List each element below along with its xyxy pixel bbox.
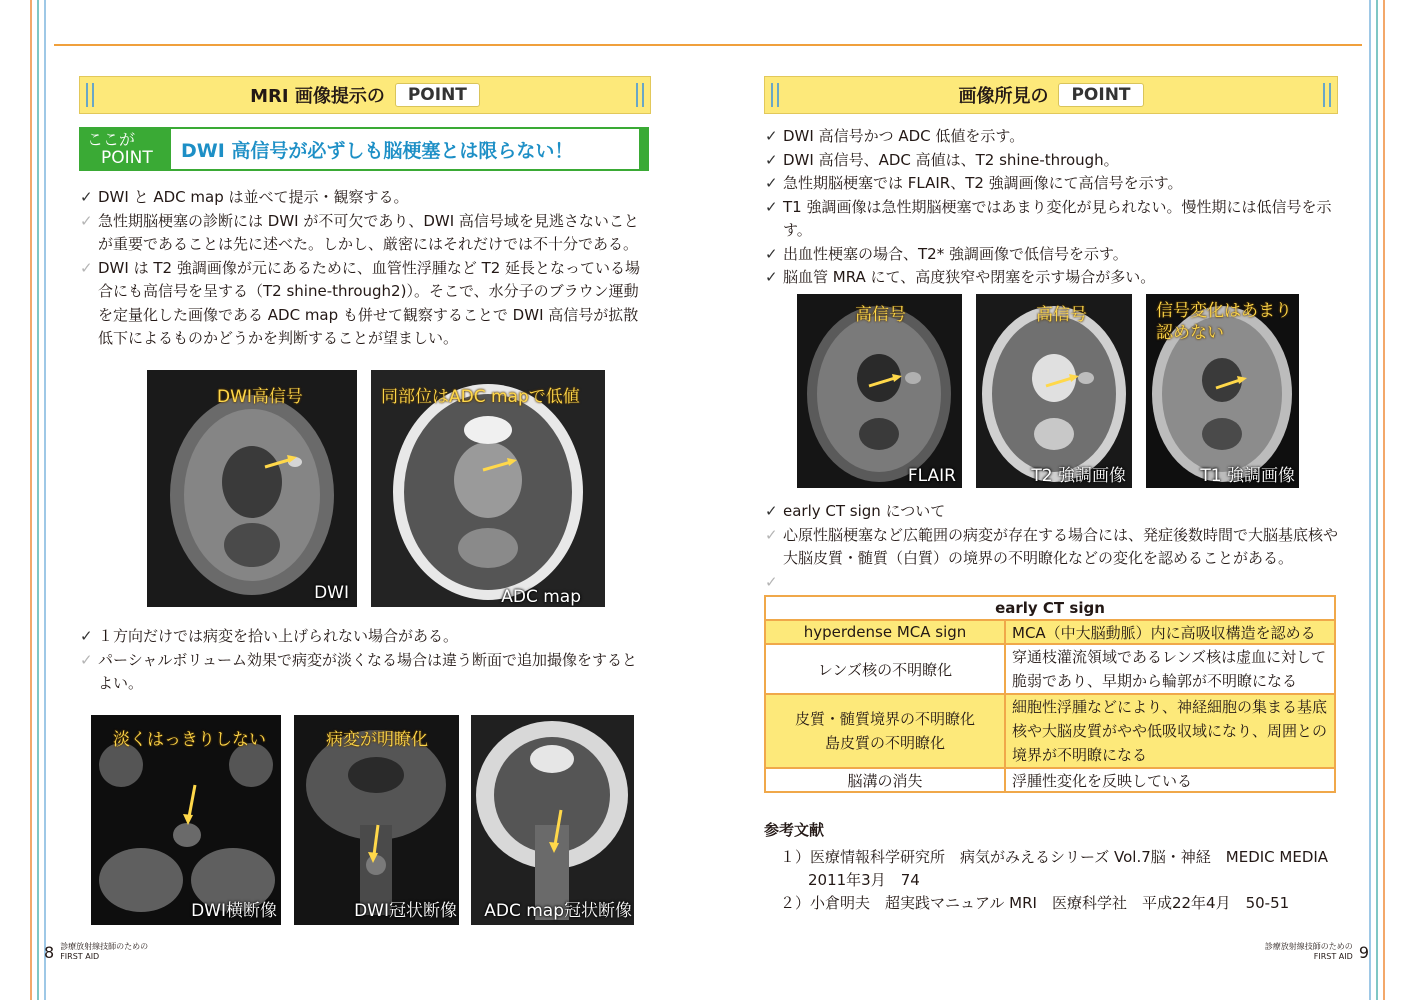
bullet-item [79,186,651,210]
book-title [60,942,148,962]
right-bullets-1 [764,125,1338,290]
desc-cell: 穿通枝灌流領域であるレンズ核は虚血に対して脆弱であり、早期から輪郭が不明瞭になる [1005,644,1335,694]
page-number: 8 [44,942,55,962]
bullet-item [764,571,1338,594]
footer-right [1265,942,1375,962]
check-icon: ✓ [765,268,778,286]
bullet-text: T1 強調画像は急性期脳梗塞ではあまり変化が見られない。慢性期には低信号を示す。 [783,197,1332,239]
findings-point-banner [764,76,1338,114]
bullet-text: early CT sign について [783,502,946,520]
figure-caption: 信号変化はあまり 認めない [1156,301,1292,343]
check-icon: ✓ [765,174,778,192]
bullet-item [764,243,1338,267]
references-title: 参考文献 [764,821,825,839]
adc-coronal-image [471,715,634,925]
koko-tag-line1: ここが [87,130,136,149]
bullet-item [79,649,651,696]
mri-point-banner [79,76,651,114]
bullet-item [79,625,651,649]
check-icon: ✓ [80,650,93,669]
bullet-text: 急性期脳梗塞では FLAIR、T2 強調画像にて高信号を示す。 [783,174,1183,192]
check-icon: ✓ [765,502,778,520]
banner-title: 画像所見の [958,86,1049,107]
early-ct-sign-table [764,595,1336,793]
references [764,819,1344,915]
bullet-item [764,196,1338,243]
figure-caption: 高信号 [1036,305,1087,325]
koko-point-box [79,127,649,171]
left-bullets-1 [79,186,651,351]
bullet-text: パーシャルボリューム効果で病変が淡くなる場合は違う断面で追加撮像をするとよい。 [98,650,637,692]
book-title-line1: 診療放射線技師のための [1264,942,1353,951]
image-label: DWI [314,583,349,603]
dwi-image [147,370,357,607]
table-row [765,620,1335,644]
page-number: 9 [1358,942,1369,962]
image-label: ADC map冠状断像 [484,901,632,921]
table-title: early CT sign [765,596,1335,620]
top-rule [54,44,1362,46]
book-title-line2: FIRST AID [60,952,100,961]
page-stripe-right [1383,0,1385,1000]
bullet-item [764,524,1338,571]
figure-caption: 同部位はADC mapで低値 [381,387,580,407]
check-icon: ✓ [765,244,778,263]
banner-edge-right [636,83,644,107]
banner-edge-left [86,83,94,107]
flair-image [797,294,962,488]
bullet-item [764,149,1338,173]
bullet-text: DWI と ADC map は並べて提示・観察する。 [98,188,409,206]
banner-edge-left [771,83,779,107]
sign-cell: レンズ核の不明瞭化 [765,644,1005,694]
bullet-text: １方向だけでは病変を拾い上げられない場合がある。 [98,627,459,645]
image-label: DWI横断像 [191,901,277,921]
bullet-item [764,125,1338,149]
check-icon: ✓ [765,572,778,591]
bullet-text: DWI 高信号、ADC 高値は、T2 shine-through。 [783,150,1119,169]
page-stripe-left [30,0,32,1000]
bullet-item [764,266,1338,290]
figure-caption: 病変が明瞭化 [326,730,428,750]
check-icon: ✓ [80,258,93,277]
table-row [765,768,1335,792]
dwi-axial-image [91,715,281,925]
check-icon: ✓ [765,525,778,544]
sign-cell: hyperdense MCA sign [765,620,1005,644]
desc-cell: 浮腫性変化を反映している [1005,768,1335,792]
bullet-text: 心原性脳梗塞など広範囲の病変が存在する場合には、発症後数時間で大脳基底核や大脳皮質・髄質（白質）の境界の不明瞭化などの変化を認めることがある。 [783,525,1339,567]
right-bullets-2 [764,500,1338,594]
desc-cell: 細胞性浮腫などにより、神経細胞の集まる基底核や大脳皮質がやや低吸収域になり、周囲との境界が不明瞭になる [1005,694,1335,768]
koko-tag-line2: POINT [101,148,153,168]
figure-caption: 淡くはっきりしない [113,730,266,750]
point-badge: POINT [1058,83,1143,107]
check-icon: ✓ [80,188,93,206]
page-stripe-right [1376,0,1378,1000]
left-bullets-2 [79,625,651,696]
table-header-row [765,596,1335,620]
page-stripe-left [37,0,39,1000]
t2-image [976,294,1132,488]
page-stripe-left [44,0,46,1000]
table-row [765,694,1335,768]
book-title [1265,942,1353,962]
desc-cell: MCA（中大脳動脈）内に高吸収構造を認める [1005,620,1335,644]
koko-point-title: DWI 高信号が必ずしも脳梗塞とは限らない！ [181,139,574,162]
image-label: T2 強調画像 [1031,466,1126,486]
bullet-item [764,500,1338,524]
image-label: FLAIR [907,466,956,486]
image-label: T1 強調画像 [1200,466,1295,486]
bullet-text: 出血性梗塞の場合、T2* 強調画像で低信号を示す。 [783,244,1128,263]
book-title-line1: 診療放射線技師のための [60,942,149,951]
reference-item: １）医療情報科学研究所 病気がみえるシリーズ Vol.7脳・神経 MEDIC MEDIA [780,848,1329,866]
koko-point-tag [81,129,171,169]
figure-caption: DWI高信号 [217,387,303,407]
dwi-coronal-image [294,715,459,925]
check-icon: ✓ [80,211,93,230]
banner-title: MRI 画像提示の [250,86,385,107]
sign-cell: 脳溝の消失 [765,768,1005,792]
check-icon: ✓ [765,127,778,145]
check-icon: ✓ [765,197,778,216]
t1-image [1146,294,1299,488]
bullet-text: 脳血管 MRA にて、高度狭窄や閉塞を示す場合が多い。 [783,268,1156,286]
adc-map-image [371,370,605,607]
point-badge: POINT [395,83,480,107]
check-icon: ✓ [765,150,778,169]
figure-caption: 高信号 [855,305,906,325]
image-label: ADC map [501,587,581,607]
image-label: DWI冠状断像 [354,901,457,921]
reference-item-cont: 2011年3月 74 [808,871,920,889]
footer-left [38,942,148,962]
banner-edge-right [1323,83,1331,107]
bullet-item [79,257,651,351]
bullet-item [764,172,1338,196]
check-icon: ✓ [80,627,93,645]
bullet-text: DWI は T2 強調画像が元にあるために、血管性浮腫など T2 延長となっている場合にも高信号を呈する（T2 shine-through2)）。そこで、水分子のブラウン運動を定量化した画像である ADC map も併せて観察することで DWI 高信号が拡散低下によるものかどうかを判断することが望ましい。 [98,258,641,347]
table-row [765,644,1335,694]
bullet-item [79,210,651,257]
sign-cell: 皮質・髄質境界の不明瞭化 島皮質の不明瞭化 [765,694,1005,768]
bullet-text: DWI 高信号かつ ADC 低値を示す。 [783,127,1025,145]
brain-scan-adc-coronal [471,715,634,925]
reference-item: ２）小倉明夫 超実践マニュアル MRI 医療科学社 平成22年4月 50-51 [780,894,1290,912]
page-stripe-right [1369,0,1371,1000]
bullet-text: 急性期脳梗塞の診断には DWI が不可欠であり、DWI 高信号域を見逃さないことが重要であることは先に述べた。しかし、厳密にはそれだけでは不十分である。 [98,211,639,253]
book-title-line2: FIRST AID [1313,952,1353,961]
